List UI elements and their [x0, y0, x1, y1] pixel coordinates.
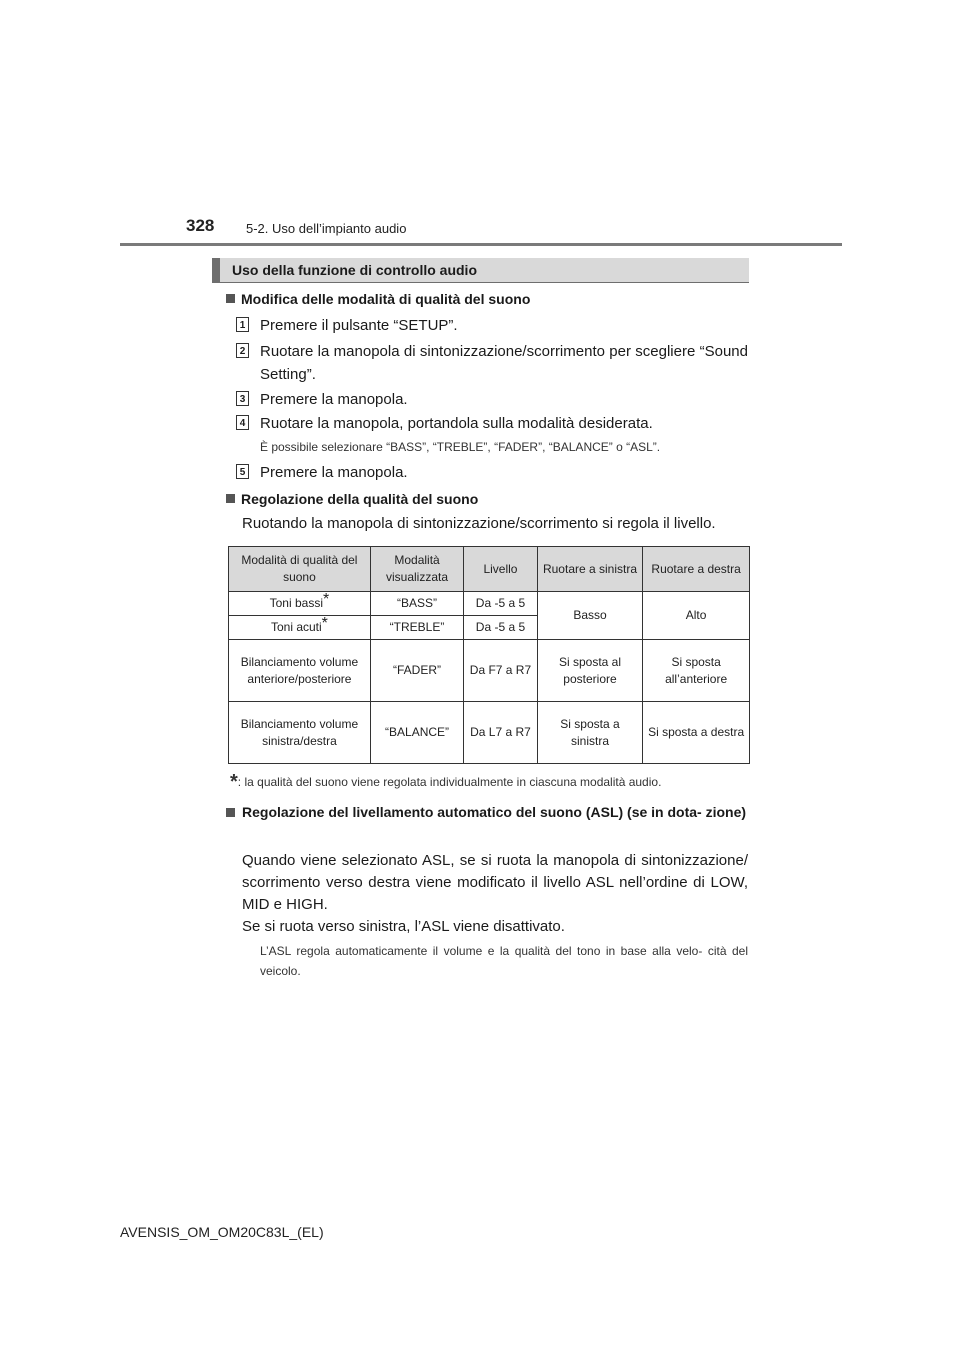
table-row	[229, 640, 750, 702]
table-header-cell: Modalità di qualità del suono	[229, 547, 371, 592]
table-cell: Bilanciamento volume sinistra/destra	[229, 702, 371, 764]
table-cell: Da -5 a 5	[464, 616, 538, 640]
step-note: È possibile selezionare “BASS”, “TREBLE”, “FADER”, “BALANCE” o “ASL”.	[260, 440, 661, 454]
step-number: 2	[236, 343, 249, 358]
table-cell: “FADER”	[370, 640, 463, 702]
table-cell: “BALANCE”	[370, 702, 463, 764]
table-cell: Da L7 a R7	[464, 702, 538, 764]
subsection-title-quality-adjust: Regolazione della qualità del suono	[226, 488, 750, 511]
heading-box	[212, 258, 749, 283]
step-text: Premere la manopola.	[260, 464, 408, 481]
table-cell: Toni bassi*	[229, 592, 371, 616]
table-cell: Si sposta a sinistra	[537, 702, 642, 764]
subsection-title-asl: Regolazione del livellamento automatico del suono (ASL) (se in dota- zione)	[226, 800, 750, 824]
quality-adjust-text: Ruotando la manopola di sintonizzazione/scorrimento si regola il livello.	[242, 515, 716, 532]
step-text: Ruotare la manopola, portandola sulla modalità desiderata.	[260, 415, 653, 432]
header-rule	[120, 243, 842, 246]
subsection-title-quality-modes: Modifica delle modalità di qualità del suono	[226, 288, 750, 311]
step-number: 5	[236, 464, 249, 479]
table-cell: Si sposta a destra	[643, 702, 750, 764]
table-cell: Basso	[537, 592, 642, 640]
table-cell: “TREBLE”	[370, 616, 463, 640]
table-cell: Si sposta al posteriore	[537, 640, 642, 702]
square-bullet-icon	[226, 294, 235, 303]
document-code: AVENSIS_OM_OM20C83L_(EL)	[120, 1224, 324, 1240]
asl-paragraph-2: Se si ruota verso sinistra, l’ASL viene disattivato.	[242, 918, 565, 935]
table-cell: Da F7 a R7	[464, 640, 538, 702]
asl-note: L’ASL regola automaticamente il volume e la qualità del tono in base alla velo- cità del veicolo.	[260, 944, 748, 978]
table-header-cell: Ruotare a destra	[643, 547, 750, 592]
step-text: Premere il pulsante “SETUP”.	[260, 317, 458, 334]
page-number: 328	[186, 216, 215, 235]
table-cell: Toni acuti*	[229, 616, 371, 640]
step-number: 3	[236, 391, 249, 406]
table-cell: Bilanciamento volume anteriore/posteriore	[229, 640, 371, 702]
step-text: Premere la manopola.	[260, 391, 408, 408]
table-header-cell: Livello	[464, 547, 538, 592]
square-bullet-icon	[226, 494, 235, 503]
table-footnote: *: la qualità del suono viene regolata individualmente in ciascuna modalità audio.	[230, 771, 662, 793]
step-number: 1	[236, 317, 249, 332]
table-header-cell: Modalità visualizzata	[370, 547, 463, 592]
step-number: 4	[236, 415, 249, 430]
footnote-star: *	[230, 771, 238, 793]
table-cell: Alto	[643, 592, 750, 640]
table-header-row	[229, 547, 750, 592]
table-cell: “BASS”	[370, 592, 463, 616]
table-row	[229, 592, 750, 616]
footnote-star: *	[323, 591, 330, 608]
footnote-star: *	[321, 615, 328, 632]
sound-modes-table	[228, 546, 750, 764]
table-row	[229, 702, 750, 764]
table-cell: Si sposta all’anteriore	[643, 640, 750, 702]
table-cell: Da -5 a 5	[464, 592, 538, 616]
asl-paragraph-1: Quando viene selezionato ASL, se si ruota la manopola di sintonizzazione/ scorrimento verso destra viene modificato il livello ASL nell’ordine di LOW, MID e HIGH.	[242, 852, 748, 913]
step-text: Ruotare la manopola di sintonizzazione/scorrimento per scegliere “Sound Setting”.	[260, 343, 748, 383]
square-bullet-icon	[226, 808, 235, 817]
table-header-cell: Ruotare a sinistra	[537, 547, 642, 592]
section-title: 5-2. Uso dell’impianto audio	[246, 221, 407, 236]
heading-text: Uso della funzione di controllo audio	[232, 262, 477, 278]
